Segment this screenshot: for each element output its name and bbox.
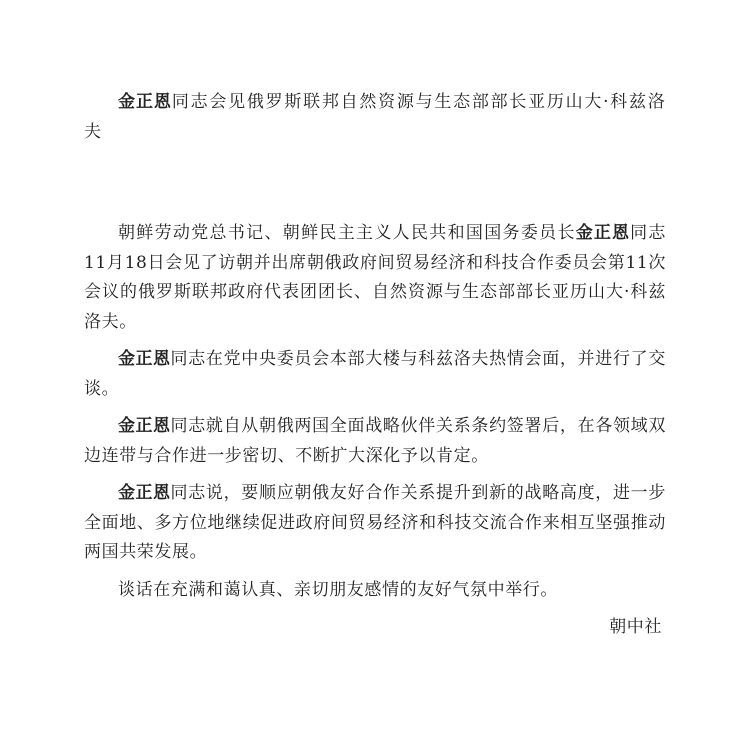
paragraph-1-text: 同志11月18日会见了访朝并出席朝俄政府间贸易经济和科技合作委员会第11次会议的俄罗斯联邦政府代表团团长、自然资源与生态部部长亚历山大·科兹洛夫。 <box>84 223 667 332</box>
paragraph-3 <box>84 412 666 471</box>
paragraph-2 <box>84 345 666 404</box>
paragraph-5-text: 谈话在充满和蔼认真、亲切朋友感情的友好气氛中举行。 <box>118 579 558 600</box>
article <box>84 88 666 643</box>
article-headline <box>84 88 666 147</box>
headline-text: 同志会见俄罗斯联邦自然资源与生态部部长亚历山大·科兹洛夫 <box>84 92 666 142</box>
paragraph-4 <box>84 479 666 568</box>
paragraph-2-text: 同志在党中央委员会本部大楼与科兹洛夫热情会面，并进行了交谈。 <box>84 349 666 399</box>
news-source: 朝中社 <box>609 617 662 637</box>
paragraph-1 <box>84 219 666 337</box>
leader-name: 金正恩 <box>118 349 171 369</box>
leader-name: 金正恩 <box>575 223 631 243</box>
paragraph-4-text: 同志说，要顺应朝俄友好合作关系提升到新的战略高度，进一步全面地、多方位地继续促进政府间贸易经济和科技交流合作来相互坚强推动两国共荣发展。 <box>84 483 666 562</box>
paragraph-5 <box>84 576 666 606</box>
paragraph-1-lead: 朝鲜劳动党总书记、朝鲜民主主义人民共和国国务委员长 <box>118 223 576 243</box>
paragraph-3-text: 同志就自从朝俄两国全面战略伙伴关系条约签署后，在各领域双边连带与合作进一步密切、不断扩大深化予以肯定。 <box>84 416 666 466</box>
leader-name: 金正恩 <box>118 483 171 503</box>
leader-name: 金正恩 <box>118 416 171 436</box>
leader-name: 金正恩 <box>118 92 172 112</box>
